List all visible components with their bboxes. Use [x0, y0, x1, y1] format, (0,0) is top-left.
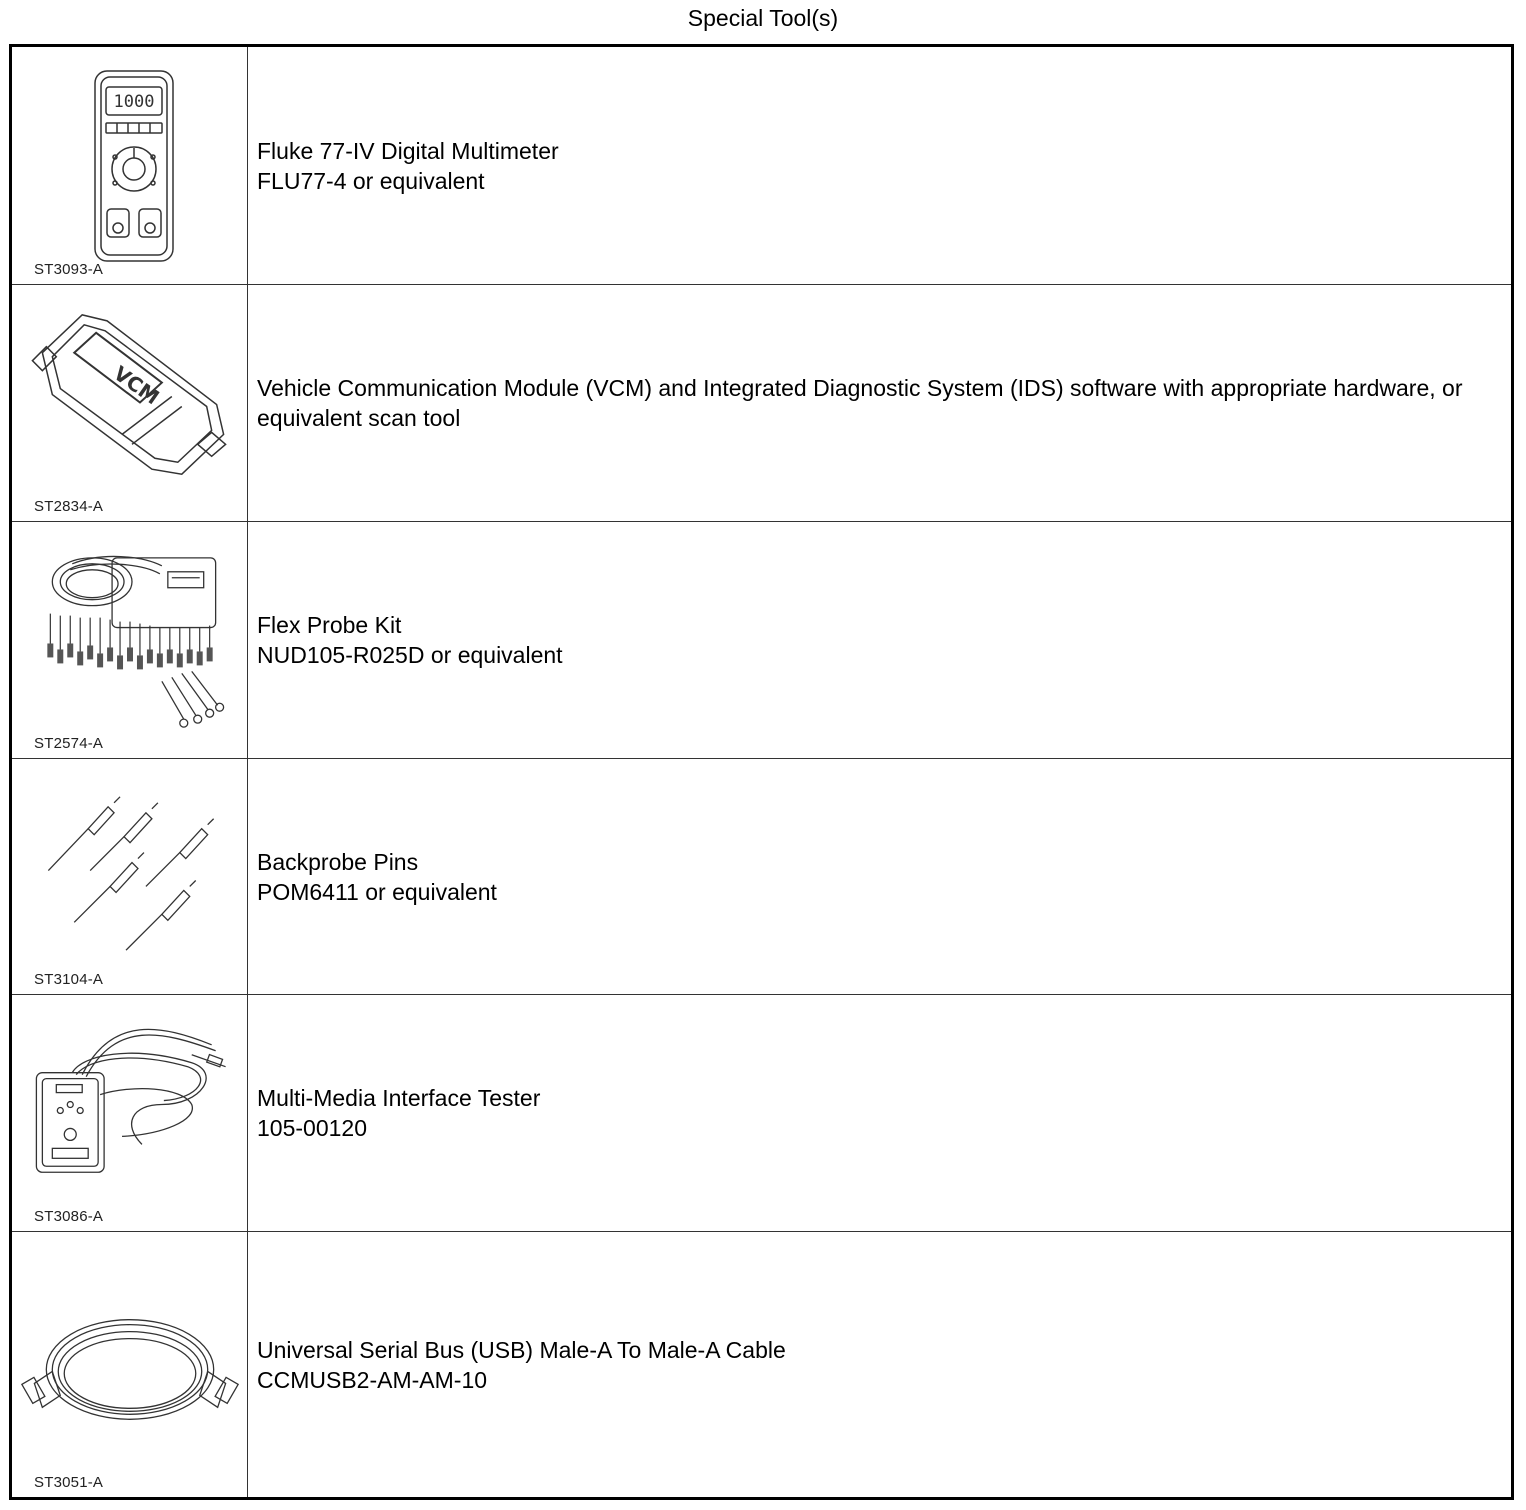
tool-part-number: NUD105-R025D or equivalent — [257, 642, 563, 668]
tool-part-number: 105-00120 — [257, 1115, 367, 1141]
tool-name: Multi-Media Interface Tester — [257, 1085, 541, 1111]
tool-code: ST3086-A — [34, 1208, 104, 1225]
table-row — [12, 47, 1511, 284]
tool-part-number: FLU77-4 or equivalent — [257, 167, 485, 194]
vcm-module-icon — [12, 285, 248, 521]
tool-image-cell — [12, 522, 248, 758]
backprobe-pins-icon — [12, 759, 248, 994]
special-tools-table — [9, 44, 1514, 1500]
table-row — [12, 994, 1511, 1231]
tool-code: ST3093-A — [34, 261, 104, 278]
svg-text:1000: 1000 — [113, 92, 155, 112]
tool-image-cell — [12, 995, 248, 1231]
tool-image-cell — [12, 1232, 248, 1497]
tool-code: ST3104-A — [34, 971, 104, 988]
tool-image-cell — [12, 285, 248, 521]
table-row — [12, 1231, 1511, 1497]
tool-description — [248, 759, 1511, 994]
tool-description — [248, 522, 1511, 758]
page-title: Special Tool(s) — [687, 5, 839, 31]
tool-code: ST3051-A — [34, 1474, 104, 1491]
tool-description — [248, 995, 1511, 1231]
tool-description — [248, 47, 1511, 284]
tool-name: Fluke 77-IV Digital Multimeter — [257, 137, 559, 164]
tool-name: Vehicle Communication Module (VCM) and Integrated Diagnostic System (IDS) software with appropriate hardware, or equivalent scan tool — [257, 375, 1463, 431]
tool-name: Flex Probe Kit — [257, 612, 402, 638]
tool-code: ST2834-A — [34, 498, 104, 515]
table-row — [12, 758, 1511, 994]
flex-probe-kit-icon — [12, 522, 248, 758]
svg-text:VCM: VCM — [109, 361, 164, 410]
usb-cable-icon — [12, 1232, 248, 1497]
tool-part-number: POM6411 or equivalent — [257, 878, 497, 905]
tool-description — [248, 285, 1511, 521]
tool-code: ST2574-A — [34, 735, 104, 752]
tool-image-cell — [12, 47, 248, 284]
interface-tester-icon — [12, 995, 248, 1231]
multimeter-icon — [12, 47, 248, 284]
table-row — [12, 521, 1511, 758]
tool-description — [248, 1232, 1511, 1497]
tool-name: Backprobe Pins — [257, 848, 419, 875]
tool-image-cell — [12, 759, 248, 994]
table-row — [12, 284, 1511, 521]
tool-name: Universal Serial Bus (USB) Male-A To Male-A Cable — [257, 1336, 786, 1363]
tool-part-number: CCMUSB2-AM-AM-10 — [257, 1366, 488, 1393]
